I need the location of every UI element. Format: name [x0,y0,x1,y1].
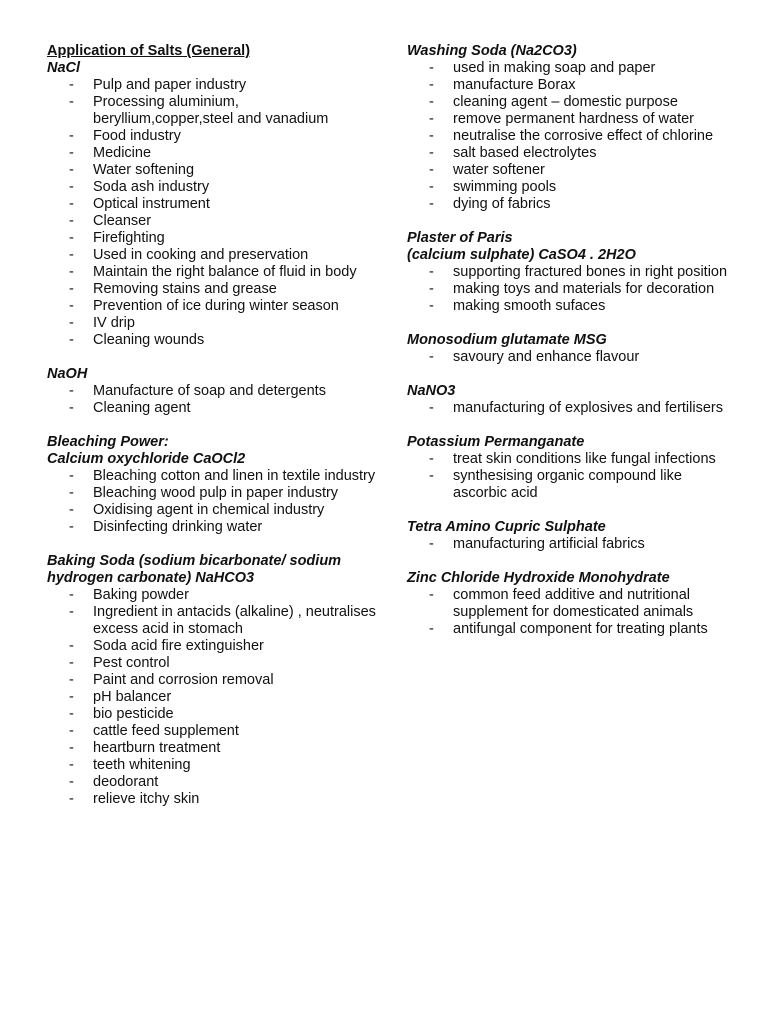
heading-line: Application of Salts (General) [47,43,251,59]
list-item-text: Bleaching cotton and linen in textile industry [93,468,376,484]
application-list [407,264,737,315]
list-item [47,655,377,672]
list-item-text: Removing stains and grease [93,281,277,297]
list-item-text: Pest control [93,655,170,671]
section-heading [407,519,737,536]
bullet-dash: - [429,281,434,297]
bullet-dash: - [69,723,74,739]
list-item-text: neutralise the corrosive effect of chlorine [453,128,714,144]
list-item [47,519,377,536]
list-item-text: Medicine [93,145,152,161]
list-item-text: deodorant [93,774,159,790]
list-item-text: Baking powder [93,587,189,603]
list-item-text: manufacturing artificial fabrics [453,536,645,552]
bullet-dash: - [429,128,434,144]
bullet-dash: - [429,298,434,314]
bullet-dash: - [429,400,434,416]
bullet-dash: - [69,519,74,535]
bullet-dash: - [429,468,434,484]
list-item-text: making toys and materials for decoration [453,281,715,297]
application-list [47,383,377,417]
application-list [407,60,737,213]
bullet-dash: - [69,791,74,807]
list-item [47,672,377,689]
list-item [47,468,377,485]
list-item [47,298,377,315]
list-item-text: treat skin conditions like fungal infections [453,451,716,467]
bullet-dash: - [69,757,74,773]
bullet-dash: - [69,672,74,688]
bullet-dash: - [69,706,74,722]
list-item-text: Firefighting [93,230,165,246]
list-item [47,485,377,502]
salt-section [47,366,377,417]
bullet-dash: - [429,451,434,467]
list-item-text: Optical instrument [93,196,210,212]
bullet-dash: - [69,128,74,144]
section-heading [407,383,737,400]
list-item [407,468,737,502]
list-item-text: swimming pools [453,179,557,195]
section-heading [47,553,377,587]
list-item-text: water softener [453,162,545,178]
list-item-text: used in making soap and paper [453,60,656,76]
list-item-text: heartburn treatment [93,740,221,756]
list-item-text: Maintain the right balance of fluid in body [93,264,357,280]
list-item-text: common feed additive and nutritional supplement for domesticated animals [453,587,694,620]
list-item-text: teeth whitening [93,757,191,773]
section-heading [407,332,737,349]
list-item-text: Food industry [93,128,181,144]
list-item-text: Used in cooking and preservation [93,247,309,263]
salt-section [407,332,737,366]
list-item-text: Processing aluminium, beryllium,copper,steel and vanadium [93,94,329,127]
list-item [407,128,737,145]
salt-section [407,570,737,638]
salt-section [407,434,737,502]
list-item [407,196,737,213]
list-item-text: Soda ash industry [93,179,210,195]
list-item-text: Manufacture of soap and detergents [93,383,326,399]
bullet-dash: - [429,179,434,195]
list-item [47,723,377,740]
list-item-text: dying of fabrics [453,196,551,212]
heading-line: Bleaching Power: [47,434,169,450]
list-item [47,196,377,213]
bullet-dash: - [69,638,74,654]
section-heading [407,434,737,451]
salt-section [47,434,377,536]
list-item [407,77,737,94]
section-heading [47,434,377,468]
list-item [407,621,737,638]
list-item [47,281,377,298]
list-item-text: relieve itchy skin [93,791,200,807]
bullet-dash: - [69,468,74,484]
list-item [407,60,737,77]
list-item [407,94,737,111]
list-item-text: remove permanent hardness of water [453,111,694,127]
list-item-text: pH balancer [93,689,172,705]
list-item-text: Paint and corrosion removal [93,672,274,688]
bullet-dash: - [69,400,74,416]
application-list [407,587,737,638]
list-item [47,162,377,179]
salt-section [407,383,737,417]
application-list [407,451,737,502]
application-list [47,77,377,349]
bullet-dash: - [429,145,434,161]
heading-line: NaCl [47,60,81,76]
bullet-dash: - [69,655,74,671]
list-item [47,502,377,519]
list-item [47,247,377,264]
bullet-dash: - [69,162,74,178]
list-item [47,213,377,230]
list-item [407,179,737,196]
application-list [407,349,737,366]
heading-line: NaNO3 [407,383,456,399]
right-column [407,43,737,655]
list-item-text: Cleaning wounds [93,332,205,348]
list-item-text: salt based electrolytes [453,145,597,161]
bullet-dash: - [429,349,434,365]
bullet-dash: - [69,689,74,705]
bullet-dash: - [69,145,74,161]
section-heading [47,43,377,77]
heading-line: Zinc Chloride Hydroxide Monohydrate [407,570,670,586]
heading-line: Washing Soda (Na2CO3) [407,43,577,59]
bullet-dash: - [69,298,74,314]
list-item-text: Cleaning agent [93,400,191,416]
list-item [407,349,737,366]
bullet-dash: - [429,621,434,637]
section-heading [407,570,737,587]
bullet-dash: - [69,740,74,756]
list-item [407,162,737,179]
bullet-dash: - [69,332,74,348]
salt-section [407,519,737,553]
salt-section [407,230,737,315]
list-item [47,689,377,706]
list-item [407,298,737,315]
list-item-text: Bleaching wood pulp in paper industry [93,485,339,501]
heading-line: Calcium oxychloride CaOCl2 [47,451,246,467]
list-item-text: Prevention of ice during winter season [93,298,339,314]
list-item-text: Ingredient in antacids (alkaline) , neutralises excess acid in stomach [93,604,376,637]
salt-section [407,43,737,213]
list-item [407,281,737,298]
bullet-dash: - [429,111,434,127]
list-item [407,451,737,468]
list-item [47,383,377,400]
list-item [47,791,377,808]
bullet-dash: - [69,485,74,501]
bullet-dash: - [69,281,74,297]
list-item-text: Pulp and paper industry [93,77,247,93]
bullet-dash: - [429,196,434,212]
list-item-text: supporting fractured bones in right position [453,264,728,280]
list-item [47,230,377,247]
bullet-dash: - [69,774,74,790]
list-item-text: synthesising organic compound like ascorbic acid [453,468,682,501]
bullet-dash: - [69,94,74,110]
list-item [407,400,737,417]
heading-line: hydrogen carbonate) NaHCO3 [47,570,255,586]
list-item [47,757,377,774]
application-list [47,587,377,808]
list-item-text: Soda acid fire extinguisher [93,638,264,654]
bullet-dash: - [69,383,74,399]
list-item [47,587,377,604]
bullet-dash: - [69,179,74,195]
heading-line: Monosodium glutamate MSG [407,332,607,348]
list-item-text: manufacture Borax [453,77,576,93]
bullet-dash: - [429,162,434,178]
list-item [407,145,737,162]
list-item-text: savoury and enhance flavour [453,349,640,365]
application-list [47,468,377,536]
salt-section [47,43,377,349]
heading-line: Baking Soda (sodium bicarbonate/ sodium [47,553,342,569]
list-item [407,536,737,553]
section-heading [47,366,377,383]
heading-line: (calcium sulphate) CaSO4 . 2H2O [407,247,636,263]
section-heading [407,230,737,264]
salt-section [47,553,377,808]
list-item [47,264,377,281]
bullet-dash: - [429,536,434,552]
bullet-dash: - [69,587,74,603]
bullet-dash: - [69,196,74,212]
list-item-text: manufacturing of explosives and fertilisers [453,400,723,416]
list-item-text: IV drip [93,315,135,331]
list-item [47,128,377,145]
list-item [47,145,377,162]
list-item [47,400,377,417]
application-list [407,400,737,417]
list-item [47,77,377,94]
list-item [47,638,377,655]
list-item-text: making smooth sufaces [453,298,606,314]
bullet-dash: - [429,60,434,76]
bullet-dash: - [69,247,74,263]
bullet-dash: - [69,502,74,518]
bullet-dash: - [69,77,74,93]
list-item-text: Oxidising agent in chemical industry [93,502,325,518]
left-column [47,43,377,825]
bullet-dash: - [69,264,74,280]
section-heading [407,43,737,60]
list-item [407,587,737,621]
bullet-dash: - [69,213,74,229]
bullet-dash: - [429,587,434,603]
list-item [47,740,377,757]
list-item [407,264,737,281]
heading-line: Plaster of Paris [407,230,513,246]
list-item-text: cleaning agent – domestic purpose [453,94,678,110]
list-item-text: antifungal component for treating plants [453,621,708,637]
list-item [47,315,377,332]
list-item [47,332,377,349]
list-item-text: Disinfecting drinking water [93,519,263,535]
list-item [47,604,377,638]
heading-line: NaOH [47,366,88,382]
application-list [407,536,737,553]
list-item [47,179,377,196]
list-item [407,111,737,128]
list-item-text: bio pesticide [93,706,174,722]
list-item-text: cattle feed supplement [93,723,239,739]
bullet-dash: - [69,604,74,620]
bullet-dash: - [429,94,434,110]
bullet-dash: - [429,264,434,280]
list-item [47,94,377,128]
list-item-text: Water softening [93,162,195,178]
bullet-dash: - [429,77,434,93]
bullet-dash: - [69,230,74,246]
list-item [47,706,377,723]
heading-line: Tetra Amino Cupric Sulphate [407,519,606,535]
list-item-text: Cleanser [93,213,152,229]
bullet-dash: - [69,315,74,331]
list-item [47,774,377,791]
heading-line: Potassium Permanganate [407,434,585,450]
